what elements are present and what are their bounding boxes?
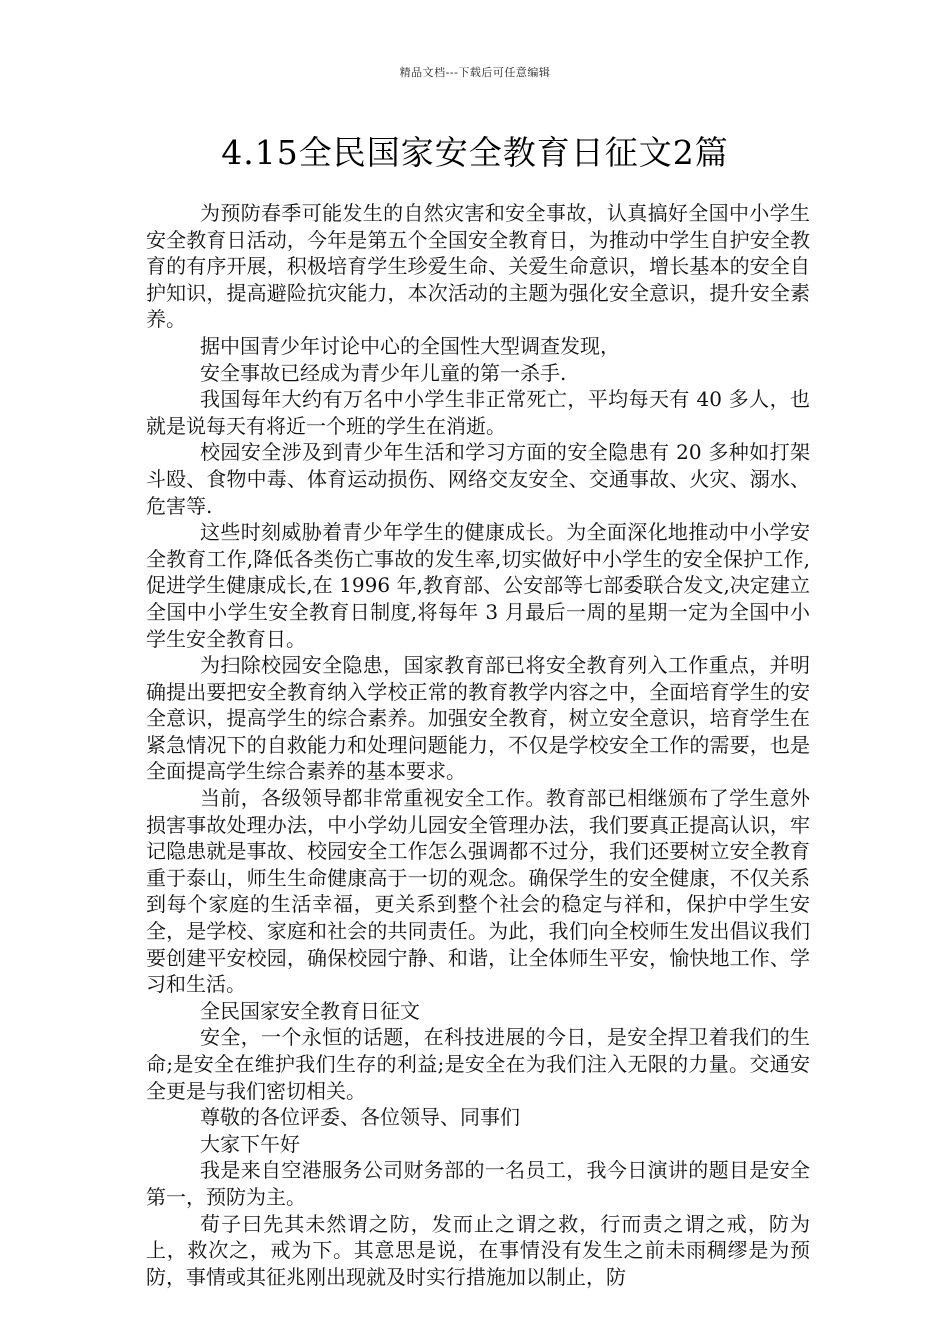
paragraph: 荀子曰先其未然谓之防，发而止之谓之救，行而责之谓之戒，防为上，救次之，戒为下。其意思是说，在事情没有发生之前未雨稠缪是为预防，事情或其征兆刚出现就及时实行措施加以制止，防	[146, 1211, 810, 1289]
paragraph: 安全事故已经成为青少年儿童的第一杀手.	[200, 360, 567, 385]
paragraph: 据中国青少年讨论中心的全国性大型调查发现，	[200, 333, 620, 358]
document-body	[146, 200, 810, 1290]
paragraph: 我是来自空港服务公司财务部的一名员工，我今日演讲的题目是安全第一，预防为主。	[146, 1158, 810, 1209]
paragraph: 为预防春季可能发生的自然灾害和安全事故，认真搞好全国中小学生安全教育日活动，今年是第五个全国安全教育日，为推动中学生自护安全教育的有序开展，积极培育学生珍爱生命、关爱生命意识，增长基本的安全自护知识，提高避险抗灾能力，本次活动的主题为强化安全意识，提升安全素养。	[146, 201, 810, 332]
paragraph: 校园安全涉及到青少年生活和学习方面的安全隐患有 20 多种如打架斗殴、食物中毒、体育运动损伤、网络交友安全、交通事故、火灾、溺水、危害等.	[146, 440, 810, 518]
paragraph: 我国每年大约有万名中小学生非正常死亡，平均每天有 40 多人，也就是说每天有将近一个班的学生在消逝。	[146, 387, 810, 438]
paragraph: 这些时刻威胁着青少年学生的健康成长。为全面深化地推动中小学安全教育工作,降低各类伤亡事故的发生率,切实做好中小学生的安全保护工作,促进学生健康成长,在 1996 年,教育部、公安部等七部委联合发文,决定建立全国中小学生安全教育日制度,将每年 3 月最后一周的星期一定为全国中小学生安全教育日。	[146, 520, 810, 651]
paragraph: 为扫除校园安全隐患，国家教育部已将安全教育列入工作重点，并明确提出要把安全教育纳入学校正常的教育教学内容之中，全面培育学生的安全意识，提高学生的综合素养。加强安全教育，树立安全意识，培育学生在紧急情况下的自救能力和处理问题能力，不仅是学校安全工作的需要，也是全面提高学生综合素养的基本要求。	[146, 653, 810, 784]
paragraph: 当前，各级领导都非常重视安全工作。教育部已相继颁布了学生意外损害事故处理办法，中小学幼儿园安全管理办法，我们要真正提高认识，牢记隐患就是事故、校园安全工作怎么强调都不过分，我们还要树立安全教育重于泰山，师生生命健康高于一切的观念。确保学生的安全健康，不仅关系到每个家庭的生活幸福，更关系到整个社会的稳定与祥和，保护中学生安全，是学校、家庭和社会的共同责任。为此，我们向全校师生发出倡议我们要创建平安校园，确保校园宁静、和谐，让全体师生平安，愉快地工作、学习和生活。	[146, 786, 810, 997]
paragraph: 安全，一个永恒的话题，在科技进展的今日，是安全捍卫着我们的生命;是安全在维护我们生存的利益;是安全在为我们注入无限的力量。交通安全更是与我们密切相关。	[146, 1025, 810, 1103]
document-header-note: 精品文档---下载后可任意编辑	[399, 66, 551, 79]
section-heading: 全民国家安全教育日征文	[200, 998, 420, 1023]
greeting: 大家下午好	[200, 1131, 300, 1156]
document-title: 4.15全民国家安全教育日征文2篇	[221, 133, 729, 172]
salutation: 尊敬的各位评委、各位领导、同事们	[200, 1105, 520, 1130]
